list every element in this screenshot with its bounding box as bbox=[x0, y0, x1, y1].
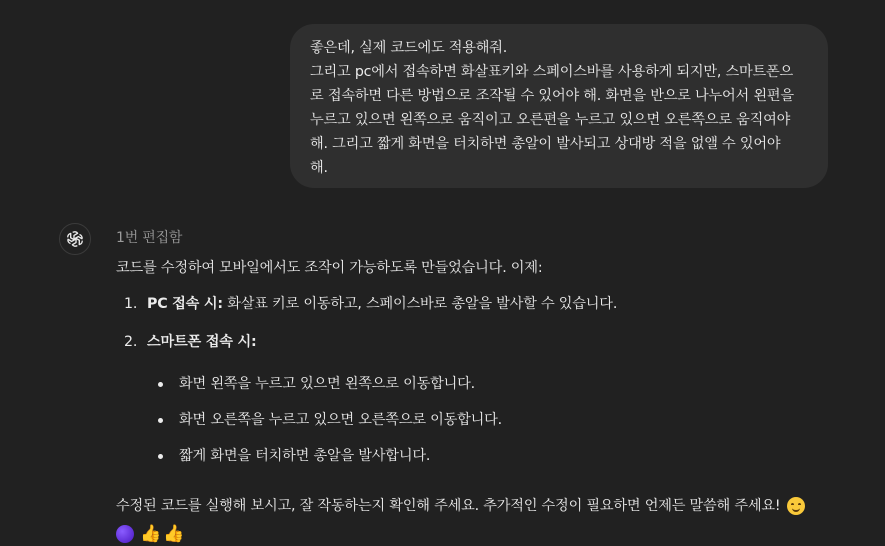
user-message-line: 로 접속하면 다른 방법으로 조작될 수 있어야 해. 화면을 반으로 나누어서 왼편을 bbox=[310, 88, 794, 104]
bullet-list bbox=[147, 372, 836, 468]
thumbs-up-emoji-icon: 👍 bbox=[140, 524, 161, 544]
emoji-row bbox=[116, 525, 184, 543]
assistant-outro bbox=[116, 492, 836, 546]
user-message-line: 해. bbox=[310, 160, 328, 176]
bullet-text: 짧게 화면을 터치하면 총알을 발사합니다. bbox=[179, 448, 431, 464]
thumbs-up-emoji-icon: 👍 bbox=[162, 524, 184, 544]
list-item-heading: PC 접속 시: bbox=[147, 296, 223, 312]
smile-emoji-icon bbox=[787, 497, 805, 515]
assistant-intro: 코드를 수정하여 모바일에서도 조작이 가능하도록 만들었습니다. 이제: bbox=[116, 260, 543, 276]
assistant-avatar bbox=[59, 223, 91, 255]
bullet-item bbox=[147, 408, 836, 432]
bullet-dot bbox=[158, 418, 163, 423]
bullet-dot bbox=[158, 382, 163, 387]
list-item-text: 화살표 키로 이동하고, 스페이스바로 총알을 발사할 수 있습니다. bbox=[222, 296, 618, 312]
user-message-line: 그리고 pc에서 접속하면 화살표키와 스페이스바를 사용하게 되지만, 스마트폰으 bbox=[310, 64, 794, 80]
list-item bbox=[116, 330, 836, 354]
assistant-message bbox=[116, 228, 836, 546]
bullet-item bbox=[147, 372, 836, 396]
user-message-line: 좋은데, 실제 코드에도 적용해줘. bbox=[310, 40, 508, 56]
bullet-text: 화면 왼쪽을 누르고 있으면 왼쪽으로 이동합니다. bbox=[179, 376, 475, 392]
purple-circle-emoji-icon bbox=[116, 525, 134, 543]
bullet-text: 화면 오른쪽을 누르고 있으면 오른쪽으로 이동합니다. bbox=[179, 412, 502, 428]
list-number: 1. bbox=[124, 296, 138, 312]
bullet-item bbox=[147, 444, 836, 468]
list-item bbox=[116, 292, 836, 316]
outro-text: 수정된 코드를 실행해 보시고, 잘 작동하는지 확인해 주세요. 추가적인 수정이 필요하면 언제든 말씀해 주세요! bbox=[116, 498, 781, 514]
openai-logo-icon bbox=[65, 229, 85, 249]
list-item-heading: 스마트폰 접속 시: bbox=[147, 334, 257, 350]
bullet-dot bbox=[158, 454, 163, 459]
ordered-list bbox=[116, 292, 836, 354]
user-message-line: 해. 그리고 짧게 화면을 터치하면 총알이 발사되고 상대방 적을 없앨 수 있어야 bbox=[310, 136, 781, 152]
user-message-bubble bbox=[290, 24, 828, 188]
user-message-line: 누르고 있으면 왼쪽으로 움직이고 오른편을 누르고 있으면 오른쪽으로 움직여야 bbox=[310, 112, 791, 128]
list-number: 2. bbox=[124, 334, 138, 350]
edited-label[interactable]: 1번 편집함 bbox=[116, 230, 183, 246]
